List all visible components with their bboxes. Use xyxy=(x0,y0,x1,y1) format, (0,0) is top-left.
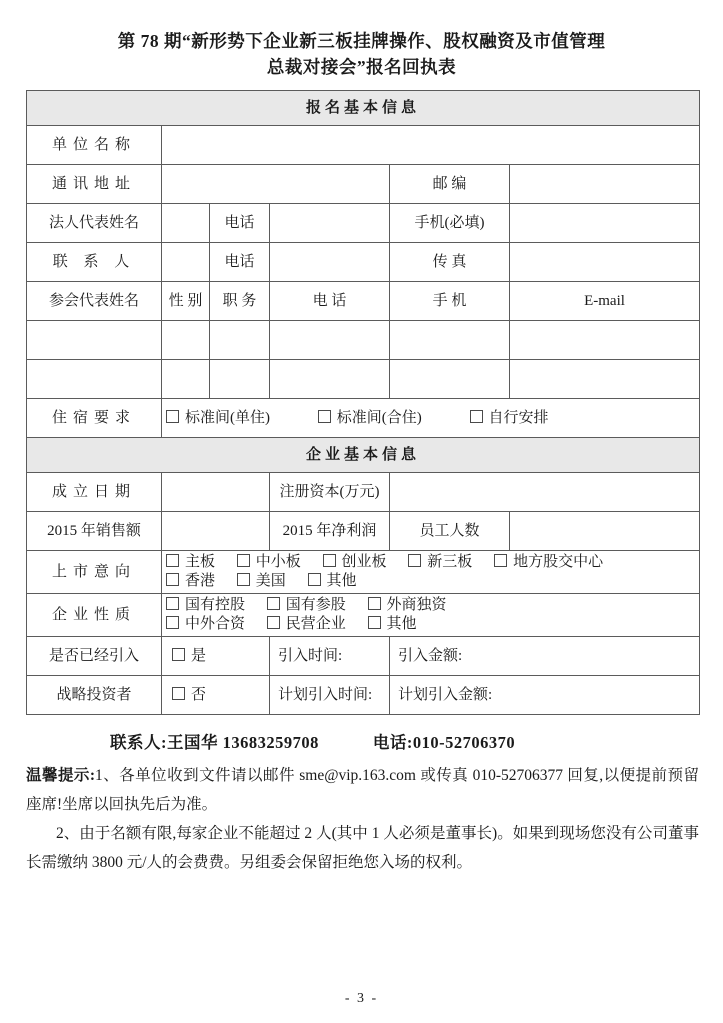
option-standard-shared[interactable] xyxy=(318,409,422,428)
label-plan-intro-time: 计划引入时间: xyxy=(270,676,390,715)
checkbox-icon[interactable] xyxy=(267,616,280,629)
option-neeq-board[interactable] xyxy=(408,553,472,572)
option-label: 否 xyxy=(191,686,207,703)
label-intro-time: 引入时间: xyxy=(270,637,390,676)
option-investor-yes[interactable] xyxy=(162,637,270,676)
label-registered-capital: 注册资本(万元) xyxy=(270,473,390,512)
field-attendee2-mobile[interactable] xyxy=(390,360,510,399)
option-label: 标准间(单住) xyxy=(185,409,270,426)
field-unit-name[interactable] xyxy=(162,126,700,165)
option-hongkong[interactable] xyxy=(166,572,215,591)
listing-intent-row-2 xyxy=(166,572,695,591)
field-fax[interactable] xyxy=(510,243,700,282)
option-label: 创业板 xyxy=(341,554,387,570)
option-label: 国有参股 xyxy=(285,597,346,613)
label-plan-intro-amount: 计划引入金额: xyxy=(390,676,700,715)
label-address: 通讯地址 xyxy=(27,165,162,204)
field-sales-2015[interactable] xyxy=(162,512,270,551)
label-contact-phone: 电话 xyxy=(210,243,270,282)
section-company-title: 企业基本信息 xyxy=(27,438,700,473)
page-number: - 3 - xyxy=(344,991,379,1006)
field-found-date[interactable] xyxy=(162,473,270,512)
table-row xyxy=(27,243,700,282)
option-local-equity-center[interactable] xyxy=(494,553,603,572)
label-strategic-investor-line2: 战略投资者 xyxy=(27,676,162,715)
checkbox-icon[interactable] xyxy=(172,687,185,700)
field-legal-phone[interactable] xyxy=(270,204,390,243)
contact-name-phone: 王国华 13683259708 xyxy=(167,733,319,752)
checkbox-icon[interactable] xyxy=(368,616,381,629)
checkbox-icon[interactable] xyxy=(323,554,336,567)
option-private-enterprise[interactable] xyxy=(267,615,346,634)
label-unit-name: 单位名称 xyxy=(27,126,162,165)
field-attendee1-mobile[interactable] xyxy=(390,321,510,360)
option-label: 外商独资 xyxy=(386,597,447,613)
option-state-share[interactable] xyxy=(267,596,346,615)
label-profit-2015: 2015 年净利润 xyxy=(270,512,390,551)
page-title xyxy=(26,28,697,80)
label-attendee-phone: 电 话 xyxy=(270,282,390,321)
option-joint-venture[interactable] xyxy=(166,615,245,634)
field-address[interactable] xyxy=(162,165,390,204)
label-mobile-required: 手机(必填) xyxy=(390,204,510,243)
field-attendee2-email[interactable] xyxy=(510,360,700,399)
checkbox-icon[interactable] xyxy=(470,410,483,423)
field-legal-person-name[interactable] xyxy=(162,204,210,243)
label-listing-intent: 上市意向 xyxy=(27,551,162,594)
checkbox-icon[interactable] xyxy=(166,616,179,629)
checkbox-icon[interactable] xyxy=(166,554,179,567)
field-attendee2-name[interactable] xyxy=(27,360,162,399)
field-legal-mobile[interactable] xyxy=(510,204,700,243)
section-registration-title: 报名基本信息 xyxy=(27,91,700,126)
label-accommodation: 住宿要求 xyxy=(27,399,162,438)
option-usa[interactable] xyxy=(237,572,286,591)
table-row xyxy=(27,321,700,360)
note-line-2 xyxy=(26,819,699,877)
field-attendee2-gender[interactable] xyxy=(162,360,210,399)
title-line-2: 总裁对接会”报名回执表 xyxy=(266,57,457,77)
option-self-arranged[interactable] xyxy=(470,409,549,428)
checkbox-icon[interactable] xyxy=(237,573,250,586)
field-attendee2-phone[interactable] xyxy=(270,360,390,399)
contact-tel-label: 电话: xyxy=(372,733,413,752)
checkbox-icon[interactable] xyxy=(166,573,179,586)
label-employees: 员工人数 xyxy=(390,512,510,551)
table-row xyxy=(27,204,700,243)
option-other-nature[interactable] xyxy=(368,615,417,634)
option-label: 国有控股 xyxy=(185,597,246,613)
section-header-row xyxy=(27,91,700,126)
label-postcode: 邮 编 xyxy=(390,165,510,204)
field-employees[interactable] xyxy=(510,512,700,551)
table-row xyxy=(27,165,700,204)
label-attendee-mobile: 手 机 xyxy=(390,282,510,321)
label-found-date: 成立日期 xyxy=(27,473,162,512)
checkbox-icon[interactable] xyxy=(237,554,250,567)
label-company-nature: 企业性质 xyxy=(27,594,162,637)
company-nature-options xyxy=(162,594,700,637)
registration-form-table xyxy=(26,90,700,715)
option-label: 标准间(合住) xyxy=(336,409,422,426)
label-attendee-email: E-mail xyxy=(510,282,700,321)
checkbox-icon[interactable] xyxy=(308,573,321,586)
option-label: 民营企业 xyxy=(285,616,346,632)
option-label: 地方股交中心 xyxy=(513,554,604,570)
table-row xyxy=(27,594,700,637)
attendee-header-row xyxy=(27,282,700,321)
option-label: 其他 xyxy=(386,616,417,632)
table-row xyxy=(27,676,700,715)
option-investor-no[interactable] xyxy=(162,676,270,715)
option-state-holding[interactable] xyxy=(166,596,245,615)
label-attendee-gender: 性 别 xyxy=(162,282,210,321)
option-label: 自行安排 xyxy=(488,409,549,426)
label-sales-2015: 2015 年销售额 xyxy=(27,512,162,551)
option-label: 是 xyxy=(191,647,207,664)
checkbox-icon[interactable] xyxy=(408,554,421,567)
field-registered-capital[interactable] xyxy=(390,473,700,512)
option-foreign-owned[interactable] xyxy=(368,596,447,615)
section-header-row xyxy=(27,438,700,473)
option-label: 中小板 xyxy=(255,554,301,570)
option-label: 中外合资 xyxy=(185,616,246,632)
note-line-1 xyxy=(26,761,699,819)
label-fax: 传 真 xyxy=(390,243,510,282)
checkbox-icon[interactable] xyxy=(166,597,179,610)
table-row xyxy=(27,126,700,165)
option-chinext-board[interactable] xyxy=(323,553,387,572)
option-label: 香港 xyxy=(185,573,216,589)
field-attendee2-position[interactable] xyxy=(210,360,270,399)
field-postcode[interactable] xyxy=(510,165,700,204)
notes-section xyxy=(26,761,699,877)
field-attendee1-email[interactable] xyxy=(510,321,700,360)
option-main-board[interactable] xyxy=(166,553,215,572)
label-legal-phone: 电话 xyxy=(210,204,270,243)
note-2-text: 2、由于名额有限,每家企业不能超过 2 人(其中 1 人必须是董事长)。如果到现场您没有公司董事长需缴纳 3800 元/人的会费费。另组委会保留拒绝您入场的权利。 xyxy=(26,825,699,871)
table-row xyxy=(27,473,700,512)
table-row xyxy=(27,360,700,399)
accommodation-options xyxy=(162,399,700,438)
label-legal-person: 法人代表姓名 xyxy=(27,204,162,243)
field-attendee1-phone[interactable] xyxy=(270,321,390,360)
listing-intent-options xyxy=(162,551,700,594)
field-attendee1-gender[interactable] xyxy=(162,321,210,360)
contact-label: 联系人: xyxy=(110,733,167,752)
field-attendee1-position[interactable] xyxy=(210,321,270,360)
option-label: 其他 xyxy=(326,573,357,589)
checkbox-icon[interactable] xyxy=(368,597,381,610)
label-contact-person: 联 系 人 xyxy=(27,243,162,282)
option-sme-board[interactable] xyxy=(237,553,301,572)
table-row xyxy=(27,399,700,438)
company-nature-row-1 xyxy=(166,596,695,615)
label-strategic-investor-line1: 是否已经引入 xyxy=(27,637,162,676)
note-1-text: 1、各单位收到文件请以邮件 sme@vip.163.com 或传真 010-52706377 回复,以便提前预留座席!坐席以回执先后为准。 xyxy=(26,767,699,813)
checkbox-icon[interactable] xyxy=(318,410,331,423)
contact-info-line xyxy=(26,729,699,753)
contact-tel-number: 010-52706370 xyxy=(412,733,516,752)
label-attendee-name: 参会代表姓名 xyxy=(27,282,162,321)
table-row xyxy=(27,551,700,594)
option-standard-single[interactable] xyxy=(166,409,270,428)
checkbox-icon[interactable] xyxy=(166,410,179,423)
checkbox-icon[interactable] xyxy=(494,554,507,567)
field-contact-phone[interactable] xyxy=(270,243,390,282)
option-label: 美国 xyxy=(255,573,286,589)
listing-intent-row-1 xyxy=(166,553,695,572)
table-row xyxy=(27,637,700,676)
label-intro-amount: 引入金额: xyxy=(390,637,700,676)
title-line-1: 第 78 期“新形势下企业新三板挂牌操作、股权融资及市值管理 xyxy=(117,31,606,51)
field-contact-name[interactable] xyxy=(162,243,210,282)
table-row xyxy=(27,512,700,551)
tip-label: 温馨提示: xyxy=(26,767,96,784)
label-attendee-position: 职 务 xyxy=(210,282,270,321)
option-other-listing[interactable] xyxy=(308,572,357,591)
option-label: 主板 xyxy=(185,554,216,570)
checkbox-icon[interactable] xyxy=(172,648,185,661)
checkbox-icon[interactable] xyxy=(267,597,280,610)
field-attendee1-name[interactable] xyxy=(27,321,162,360)
company-nature-row-2 xyxy=(166,615,695,634)
option-label: 新三板 xyxy=(427,554,473,570)
